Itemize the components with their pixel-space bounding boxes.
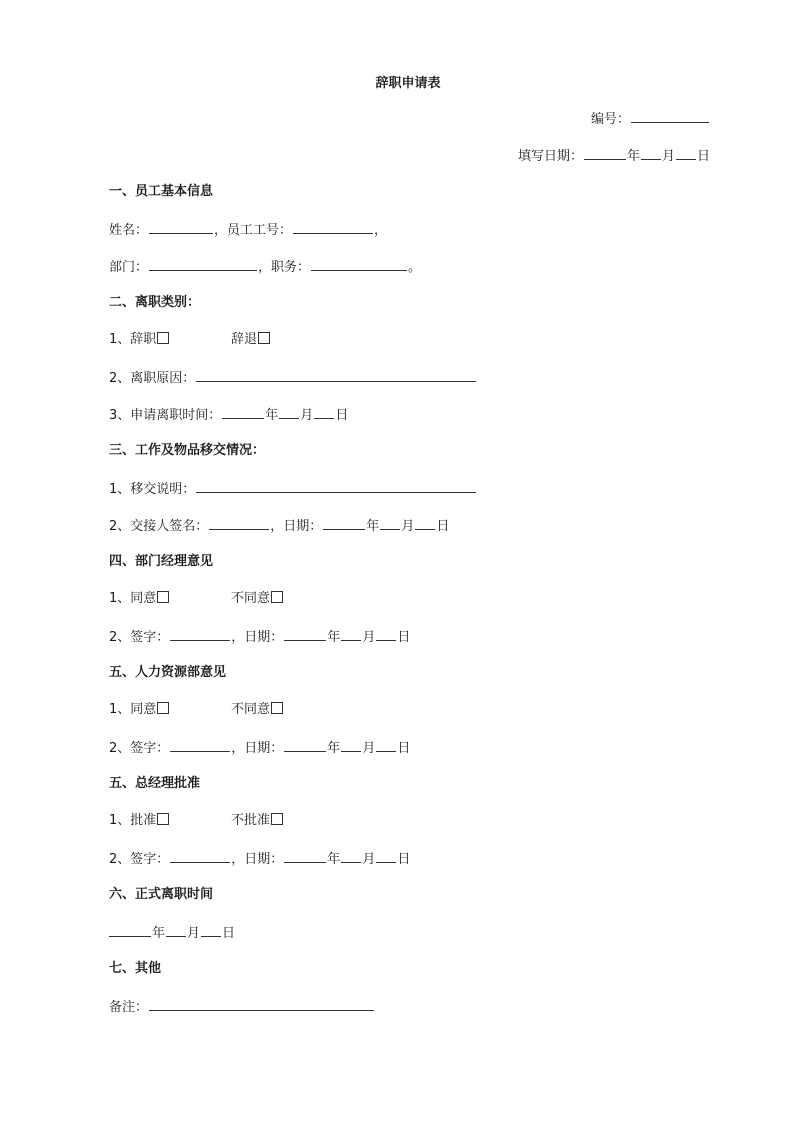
gm-sign-field[interactable]	[170, 849, 230, 863]
day-unit: 日	[696, 149, 710, 164]
apply-month-field[interactable]	[279, 405, 299, 419]
dept-field[interactable]	[149, 257, 257, 271]
option-resign-label: 辞职	[130, 332, 157, 347]
option-disagree	[231, 701, 283, 719]
item-number: 1、	[109, 702, 131, 717]
section-basic-info-heading: 一、员工基本信息	[109, 184, 214, 199]
handover-note-row	[109, 479, 477, 499]
name-field[interactable]	[149, 220, 213, 234]
dept-label: 部门：	[109, 260, 149, 275]
item-number: 1、	[109, 813, 131, 828]
position-label: ，职务：	[258, 260, 311, 275]
section-handover-heading: 三、工作及物品移交情况：	[109, 443, 266, 458]
month-unit: 月	[362, 630, 376, 645]
option-dismiss	[231, 331, 270, 349]
fill-date-label: 填写日期：	[517, 149, 583, 164]
receiver-sign-label: 2、交接人签名：	[109, 519, 209, 534]
option-resign-checkbox[interactable]	[157, 332, 169, 344]
year-unit: 年	[327, 852, 341, 867]
apply-year-field[interactable]	[222, 405, 264, 419]
agree-label: 同意	[130, 702, 157, 717]
name-empid-row	[109, 220, 387, 240]
reject-label: 不批准	[231, 813, 271, 828]
day-unit: 日	[397, 741, 411, 756]
apply-day-field[interactable]	[314, 405, 334, 419]
apply-time-row	[109, 405, 348, 425]
day-unit: 日	[222, 926, 236, 941]
section-gm-approval-heading: 五、总经理批准	[109, 776, 201, 791]
day-unit: 日	[397, 630, 411, 645]
section-hr-heading: 五、人力资源部意见	[109, 665, 227, 680]
leave-year-field[interactable]	[109, 923, 151, 937]
year-unit: 年	[626, 149, 640, 164]
receiver-day-field[interactable]	[415, 516, 435, 530]
hr-options-row	[109, 701, 409, 719]
gm-sign-row	[109, 849, 410, 869]
dept-position-row	[109, 257, 421, 277]
form-title: 辞职申请表	[375, 76, 441, 91]
leave-day-field[interactable]	[201, 923, 221, 937]
dept-disagree-checkbox[interactable]	[271, 591, 283, 603]
section-other-heading: 七、其他	[109, 961, 162, 976]
receiver-year-field[interactable]	[323, 516, 365, 530]
sign-label: 2、签字：	[109, 741, 170, 756]
hr-month-field[interactable]	[341, 738, 361, 752]
leave-month-field[interactable]	[166, 923, 186, 937]
dept-day-field[interactable]	[376, 627, 396, 641]
hr-sign-field[interactable]	[170, 738, 230, 752]
dept-sign-field[interactable]	[170, 627, 230, 641]
remark-label: 备注：	[109, 1000, 149, 1015]
year-unit: 年	[265, 408, 279, 423]
form-number-row	[591, 108, 710, 127]
gm-approve-checkbox[interactable]	[157, 813, 169, 825]
year-unit: 年	[327, 741, 341, 756]
date-label: ，日期：	[231, 630, 284, 645]
option-dismiss-checkbox[interactable]	[258, 332, 270, 344]
section-dept-manager-heading: 四、部门经理意见	[109, 554, 214, 569]
month-unit: 月	[661, 149, 675, 164]
fill-date-month-field[interactable]	[641, 146, 661, 160]
date-label: ，日期：	[231, 741, 284, 756]
position-field[interactable]	[311, 257, 407, 271]
receiver-sign-field[interactable]	[209, 516, 269, 530]
disagree-label: 不同意	[231, 591, 271, 606]
item-number: 1、	[109, 332, 131, 347]
formal-leave-date-row	[109, 923, 235, 943]
fill-date-day-field[interactable]	[676, 146, 696, 160]
option-disagree	[231, 590, 283, 608]
date-label: ，日期：	[270, 519, 323, 534]
day-unit: 日	[397, 852, 411, 867]
fill-date-row	[518, 145, 710, 164]
gm-day-field[interactable]	[376, 849, 396, 863]
comma: ，	[374, 223, 388, 238]
form-number-field[interactable]	[631, 109, 709, 123]
emp-id-field[interactable]	[293, 220, 373, 234]
hr-sign-row	[109, 738, 410, 758]
agree-label: 同意	[130, 591, 157, 606]
hr-agree-checkbox[interactable]	[157, 702, 169, 714]
gm-year-field[interactable]	[284, 849, 326, 863]
section-resign-type-heading: 二、离职类别：	[109, 295, 201, 310]
day-unit: 日	[436, 519, 450, 534]
year-unit: 年	[366, 519, 380, 534]
hr-day-field[interactable]	[376, 738, 396, 752]
hr-year-field[interactable]	[284, 738, 326, 752]
resign-reason-row	[109, 368, 477, 388]
dept-year-field[interactable]	[284, 627, 326, 641]
receiver-sign-row	[109, 516, 449, 536]
sign-label: 2、签字：	[109, 852, 170, 867]
apply-time-label: 3、申请离职时间：	[109, 408, 222, 423]
disagree-label: 不同意	[231, 702, 271, 717]
form-number-label: 编号：	[590, 112, 630, 127]
remark-row	[109, 997, 375, 1017]
day-unit: 日	[335, 408, 349, 423]
remark-field[interactable]	[149, 997, 374, 1011]
approve-label: 批准	[130, 813, 157, 828]
section-formal-leave-heading: 六、正式离职时间	[109, 887, 214, 902]
sign-label: 2、签字：	[109, 630, 170, 645]
name-label: 姓名：	[109, 223, 149, 238]
gm-options-row	[109, 812, 409, 830]
dept-sign-row	[109, 627, 410, 647]
resign-reason-field[interactable]	[196, 368, 476, 382]
item-number: 1、	[109, 591, 131, 606]
gm-reject-checkbox[interactable]	[271, 813, 283, 825]
month-unit: 月	[300, 408, 314, 423]
receiver-month-field[interactable]	[380, 516, 400, 530]
hr-disagree-checkbox[interactable]	[271, 702, 283, 714]
month-unit: 月	[362, 852, 376, 867]
fill-date-year-field[interactable]	[584, 146, 626, 160]
month-unit: 月	[187, 926, 201, 941]
dept-manager-options-row	[109, 590, 409, 608]
date-label: ，日期：	[231, 852, 284, 867]
handover-note-label: 1、移交说明：	[109, 482, 196, 497]
resign-reason-label: 2、离职原因：	[109, 371, 196, 386]
handover-note-field[interactable]	[196, 479, 476, 493]
gm-month-field[interactable]	[341, 849, 361, 863]
month-unit: 月	[362, 741, 376, 756]
month-unit: 月	[401, 519, 415, 534]
period: 。	[408, 260, 422, 275]
option-dismiss-label: 辞退	[231, 332, 258, 347]
option-reject	[231, 812, 283, 830]
resign-type-options-row	[109, 331, 409, 349]
dept-month-field[interactable]	[341, 627, 361, 641]
emp-id-label: ，员工工号：	[214, 223, 293, 238]
year-unit: 年	[152, 926, 166, 941]
dept-agree-checkbox[interactable]	[157, 591, 169, 603]
year-unit: 年	[327, 630, 341, 645]
